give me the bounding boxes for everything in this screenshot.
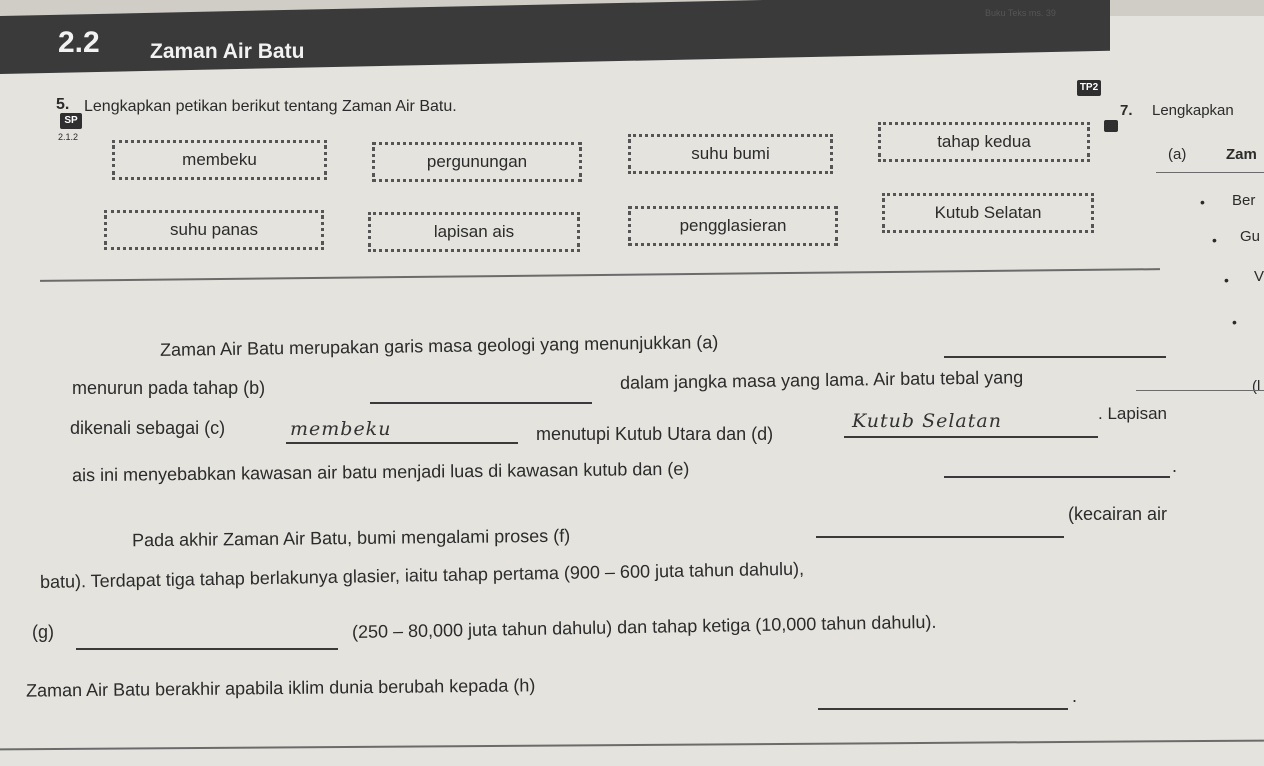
passage-line-1: Zaman Air Batu merupakan garis masa geologi yang menunjukkan (a) bbox=[159, 332, 719, 360]
passage-line-5b: (kecairan air bbox=[1068, 504, 1168, 524]
next-question-part-text: Zam bbox=[1226, 146, 1257, 163]
passage-line-2b: dalam jangka masa yang lama. Air batu tebal yang bbox=[619, 367, 1024, 393]
word-chip bbox=[104, 210, 324, 250]
next-bullet-3: V bbox=[1254, 268, 1264, 285]
word-chip bbox=[628, 134, 833, 174]
passage-line-4: ais ini menyebabkan kawasan air batu menjadi luas di kawasan kutub dan (e) bbox=[71, 458, 690, 486]
word-chip-label: pergunungan bbox=[426, 152, 528, 171]
bullet-dot: • bbox=[1224, 272, 1229, 288]
word-chip-label: pengglasieran bbox=[679, 216, 787, 235]
passage-line-3b: menutupi Kutub Utara dan (d) bbox=[536, 424, 774, 444]
bullet-dot: • bbox=[1200, 194, 1205, 210]
next-question-rule bbox=[1156, 172, 1264, 173]
blank-c[interactable] bbox=[286, 442, 518, 444]
handwritten-answer-d: Kutub Selatan bbox=[852, 410, 1002, 432]
corner-note: Buku Teks ms. 39 bbox=[985, 8, 1056, 18]
section-title: Zaman Air Batu bbox=[150, 40, 305, 63]
passage-line-3c: . Lapisan bbox=[1098, 404, 1167, 423]
blank-b[interactable] bbox=[370, 402, 592, 404]
handwritten-answer-c: membeku bbox=[290, 418, 392, 440]
word-chip bbox=[878, 122, 1090, 162]
next-question-number: 7. bbox=[1120, 102, 1133, 119]
word-chip bbox=[372, 142, 582, 182]
word-chip-label: suhu bumi bbox=[691, 144, 770, 163]
word-chip-label: lapisan ais bbox=[433, 222, 515, 241]
word-chip bbox=[628, 206, 838, 246]
passage-line-5a: Pada akhir Zaman Air Batu, bumi mengalami proses (f) bbox=[131, 525, 571, 551]
next-question-part: (a) bbox=[1168, 146, 1187, 163]
sp-code: 2.1.2 bbox=[58, 132, 79, 142]
tp-badge: TP2 bbox=[1077, 80, 1101, 96]
question-number: 5. bbox=[56, 96, 70, 113]
passage-line-8-end: . bbox=[1072, 686, 1078, 706]
next-question-paren: (l bbox=[1252, 378, 1261, 395]
section-number: 2.2 bbox=[58, 26, 100, 59]
next-question-rule-2 bbox=[1136, 390, 1264, 391]
blank-f[interactable] bbox=[816, 536, 1064, 538]
bullet-dot: • bbox=[1232, 314, 1237, 330]
passage-line-3a: dikenali sebagai (c) bbox=[70, 418, 226, 438]
blank-d[interactable] bbox=[844, 436, 1098, 438]
next-bullet-1: Ber bbox=[1232, 192, 1256, 209]
word-chip bbox=[112, 140, 327, 180]
tp-mini-badge bbox=[1104, 120, 1118, 132]
word-chip bbox=[368, 212, 580, 252]
bottom-rule bbox=[0, 740, 1264, 751]
question-instruction: Lengkapkan petikan berikut tentang Zaman Air Batu. bbox=[84, 98, 457, 115]
next-question-column bbox=[1116, 60, 1264, 766]
passage-line-2a: menurun pada tahap (b) bbox=[72, 378, 266, 398]
next-question-text: Lengkapkan bbox=[1152, 102, 1234, 119]
passage-line-7a: (g) bbox=[32, 622, 54, 642]
word-chip-label: membeku bbox=[182, 150, 257, 169]
divider-line bbox=[40, 268, 1160, 282]
passage-line-8: Zaman Air Batu berakhir apabila iklim dunia berubah kepada (h) bbox=[25, 675, 536, 701]
bullet-dot: • bbox=[1212, 232, 1217, 248]
passage-line-6: batu). Terdapat tiga tahap berlakunya glasier, iaitu tahap pertama (900 – 600 juta tahun dahulu), bbox=[39, 558, 805, 592]
word-chip-label: tahap kedua bbox=[937, 132, 1031, 151]
blank-h[interactable] bbox=[818, 708, 1068, 710]
word-chip bbox=[882, 193, 1094, 233]
passage-line-7b: (250 – 80,000 juta tahun dahulu) dan tahap ketiga (10,000 tahun dahulu). bbox=[351, 611, 937, 642]
blank-g[interactable] bbox=[76, 648, 338, 650]
word-chip-label: suhu panas bbox=[170, 220, 258, 239]
word-chip-label: Kutub Selatan bbox=[934, 203, 1042, 222]
next-bullet-2: Gu bbox=[1240, 228, 1261, 245]
passage-line-4-end: . bbox=[1172, 456, 1178, 476]
sp-badge: SP bbox=[60, 113, 82, 129]
